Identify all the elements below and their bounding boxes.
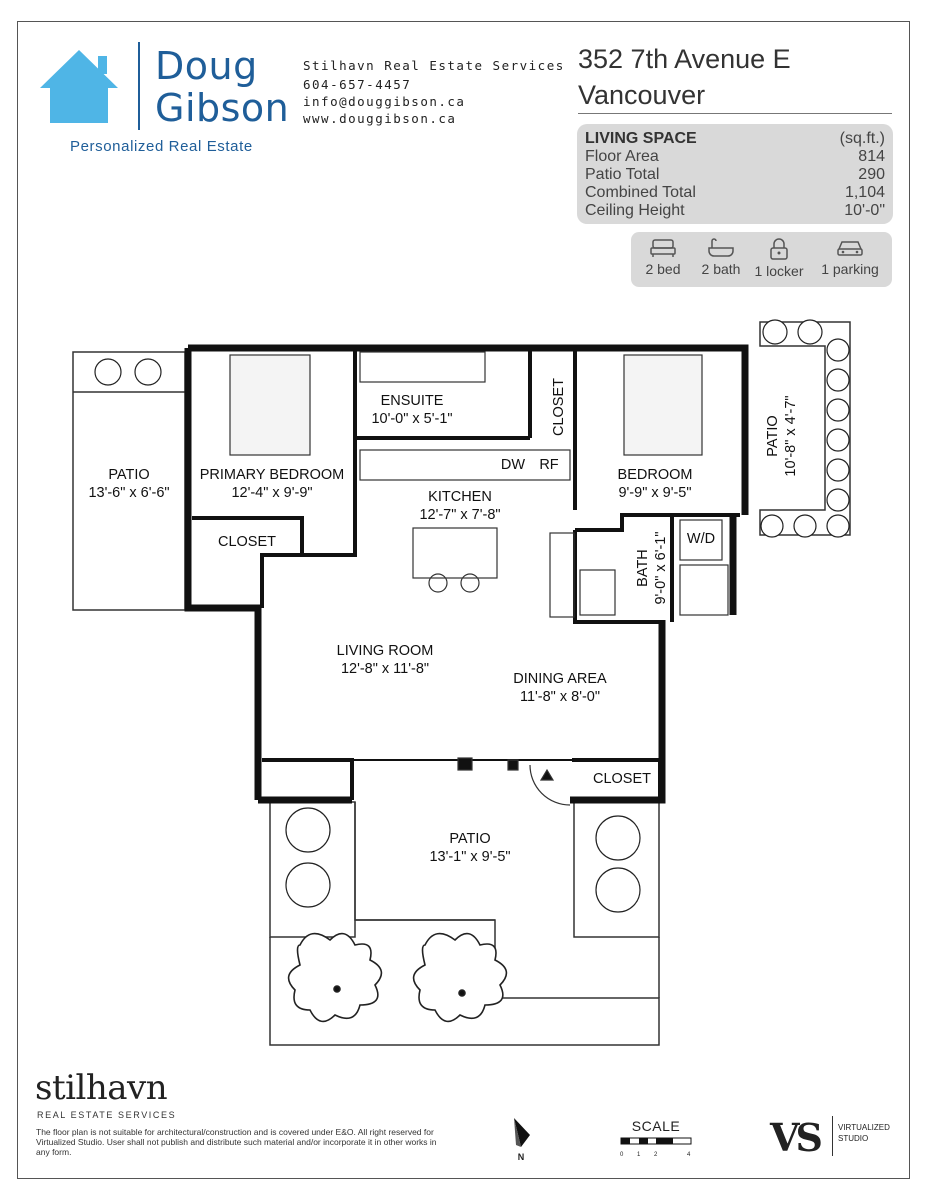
room-dining-area xyxy=(480,670,640,706)
studio-name-line: STUDIO xyxy=(838,1134,869,1143)
scale-bar xyxy=(620,1118,692,1160)
room-name: PATIO xyxy=(108,467,150,483)
room-name: PATIO xyxy=(449,831,491,847)
brand-logo xyxy=(38,48,120,124)
row-label: Patio Total xyxy=(585,166,660,183)
room-name: LIVING ROOM xyxy=(336,643,434,659)
living-space-row xyxy=(585,184,885,202)
room-closet-primary xyxy=(192,533,302,551)
feature-label: 1 parking xyxy=(821,261,879,277)
living-space-unit: (sq.ft.) xyxy=(839,130,885,147)
room-dimensions: 13'-6" x 6'-6" xyxy=(88,485,170,501)
north-label: N xyxy=(517,1152,525,1162)
room-closet-bedroom xyxy=(530,377,574,437)
brokerage-logo: stilhavn xyxy=(35,1068,168,1108)
website-link[interactable]: www.douggibson.ca xyxy=(303,111,457,126)
feature-label: 1 locker xyxy=(754,263,804,279)
room-living-room xyxy=(300,642,470,678)
room-dimensions: 12'-8" x 11'-8" xyxy=(340,661,430,677)
lock-icon xyxy=(768,238,790,260)
brokerage-logo-sub: REAL ESTATE SERVICES xyxy=(37,1110,177,1120)
room-name: KITCHEN xyxy=(428,489,492,505)
room-kitchen xyxy=(370,488,550,524)
room-name: PATIO xyxy=(765,415,781,457)
feature-bed xyxy=(633,232,693,287)
studio-logo: VS xyxy=(770,1115,819,1160)
room-dimensions: 12'-4" x 9'-9" xyxy=(231,485,313,501)
scale-label: SCALE xyxy=(631,1118,681,1134)
room-dimensions: 13'-1" x 9'-5" xyxy=(429,849,511,865)
feature-bath xyxy=(691,232,751,287)
north-arrow xyxy=(506,1115,536,1162)
features-panel xyxy=(631,232,892,287)
room-primary-bedroom xyxy=(186,466,358,502)
living-space-row xyxy=(585,148,885,166)
address-rule xyxy=(578,113,892,114)
room-dimensions: 9'-0" x 6'-1" xyxy=(653,531,669,605)
address-city: Vancouver xyxy=(578,80,706,110)
room-name: BATH xyxy=(635,549,651,587)
phone-number[interactable]: 604-657-4457 xyxy=(303,77,412,92)
room-name: CLOSET xyxy=(217,534,276,550)
appliance-label: W/D xyxy=(686,531,716,547)
email-link[interactable]: info@douggibson.ca xyxy=(303,94,466,109)
room-name: BEDROOM xyxy=(617,467,693,483)
room-ensuite xyxy=(356,392,468,428)
north-arrow-icon xyxy=(506,1115,536,1147)
row-value: 814 xyxy=(858,148,885,165)
feature-parking xyxy=(815,232,885,287)
brokerage-name: Stilhavn Real Estate Services xyxy=(303,58,565,73)
room-name: DINING AREA xyxy=(513,671,607,687)
room-dimensions: 10'-0" x 5'-1" xyxy=(371,411,453,427)
living-space-title: LIVING SPACE xyxy=(585,130,697,147)
studio-divider xyxy=(832,1116,833,1156)
appliance-washer-dryer xyxy=(680,530,722,548)
feature-locker xyxy=(749,232,809,287)
bed-icon xyxy=(650,238,676,258)
room-patio-west xyxy=(73,466,185,502)
disclaimer: The floor plan is not suitable for architectural/construction and is covered under E&O. All right reserved for Virtualized Studio. User shall not publish and distribute such material and/or incorporate it in other works in any form. xyxy=(36,1127,437,1157)
appliance-label: DW xyxy=(500,457,526,473)
feature-label: 2 bath xyxy=(701,261,741,277)
agent-name-first: Doug xyxy=(155,44,258,88)
appliance-dishwasher xyxy=(496,456,530,474)
scale-tick: 0 xyxy=(620,1152,624,1158)
row-value: 10'-0" xyxy=(844,202,885,219)
address-street: 352 7th Avenue E xyxy=(578,44,791,74)
car-icon xyxy=(836,238,864,258)
living-space-row xyxy=(585,166,885,184)
room-dimensions: 12'-7" x 7'-8" xyxy=(419,507,501,523)
room-patio-south xyxy=(390,830,550,866)
scale-ticks xyxy=(620,1152,692,1160)
scale-tick: 2 xyxy=(654,1152,658,1158)
room-dimensions: 11'-8" x 8'-0" xyxy=(519,689,601,705)
scale-tick: 1 xyxy=(637,1152,641,1158)
room-name: CLOSET xyxy=(592,771,651,787)
scale-tick: 4 xyxy=(687,1152,691,1158)
room-patio-east xyxy=(764,376,800,496)
studio-name-line: VIRTUALIZED xyxy=(838,1123,890,1132)
room-dimensions: 10'-8" x 4'-7" xyxy=(783,395,799,477)
studio-name xyxy=(838,1122,890,1144)
living-space-row xyxy=(585,202,885,220)
row-label: Ceiling Height xyxy=(585,202,685,219)
row-value: 1,104 xyxy=(844,184,885,201)
room-name: PRIMARY BEDROOM xyxy=(199,467,345,483)
room-name: ENSUITE xyxy=(380,393,444,409)
agent-name-last: Gibson xyxy=(155,86,290,130)
room-name: CLOSET xyxy=(551,377,568,437)
appliance-label: RF xyxy=(539,457,559,473)
room-bedroom xyxy=(580,466,730,502)
brand-divider xyxy=(138,42,140,130)
feature-label: 2 bed xyxy=(645,261,681,277)
appliance-fridge xyxy=(532,456,566,474)
house-icon xyxy=(38,48,120,124)
scale-graphic xyxy=(620,1137,692,1147)
row-label: Combined Total xyxy=(585,184,696,201)
tagline: Personalized Real Estate xyxy=(70,138,253,155)
bathtub-icon xyxy=(708,238,734,258)
living-space-panel xyxy=(577,124,893,224)
room-closet-entry xyxy=(578,770,666,788)
room-dimensions: 9'-9" x 9'-5" xyxy=(618,485,692,501)
room-bath xyxy=(634,518,670,618)
living-space-header xyxy=(585,130,885,148)
row-label: Floor Area xyxy=(585,148,659,165)
row-value: 290 xyxy=(858,166,885,183)
